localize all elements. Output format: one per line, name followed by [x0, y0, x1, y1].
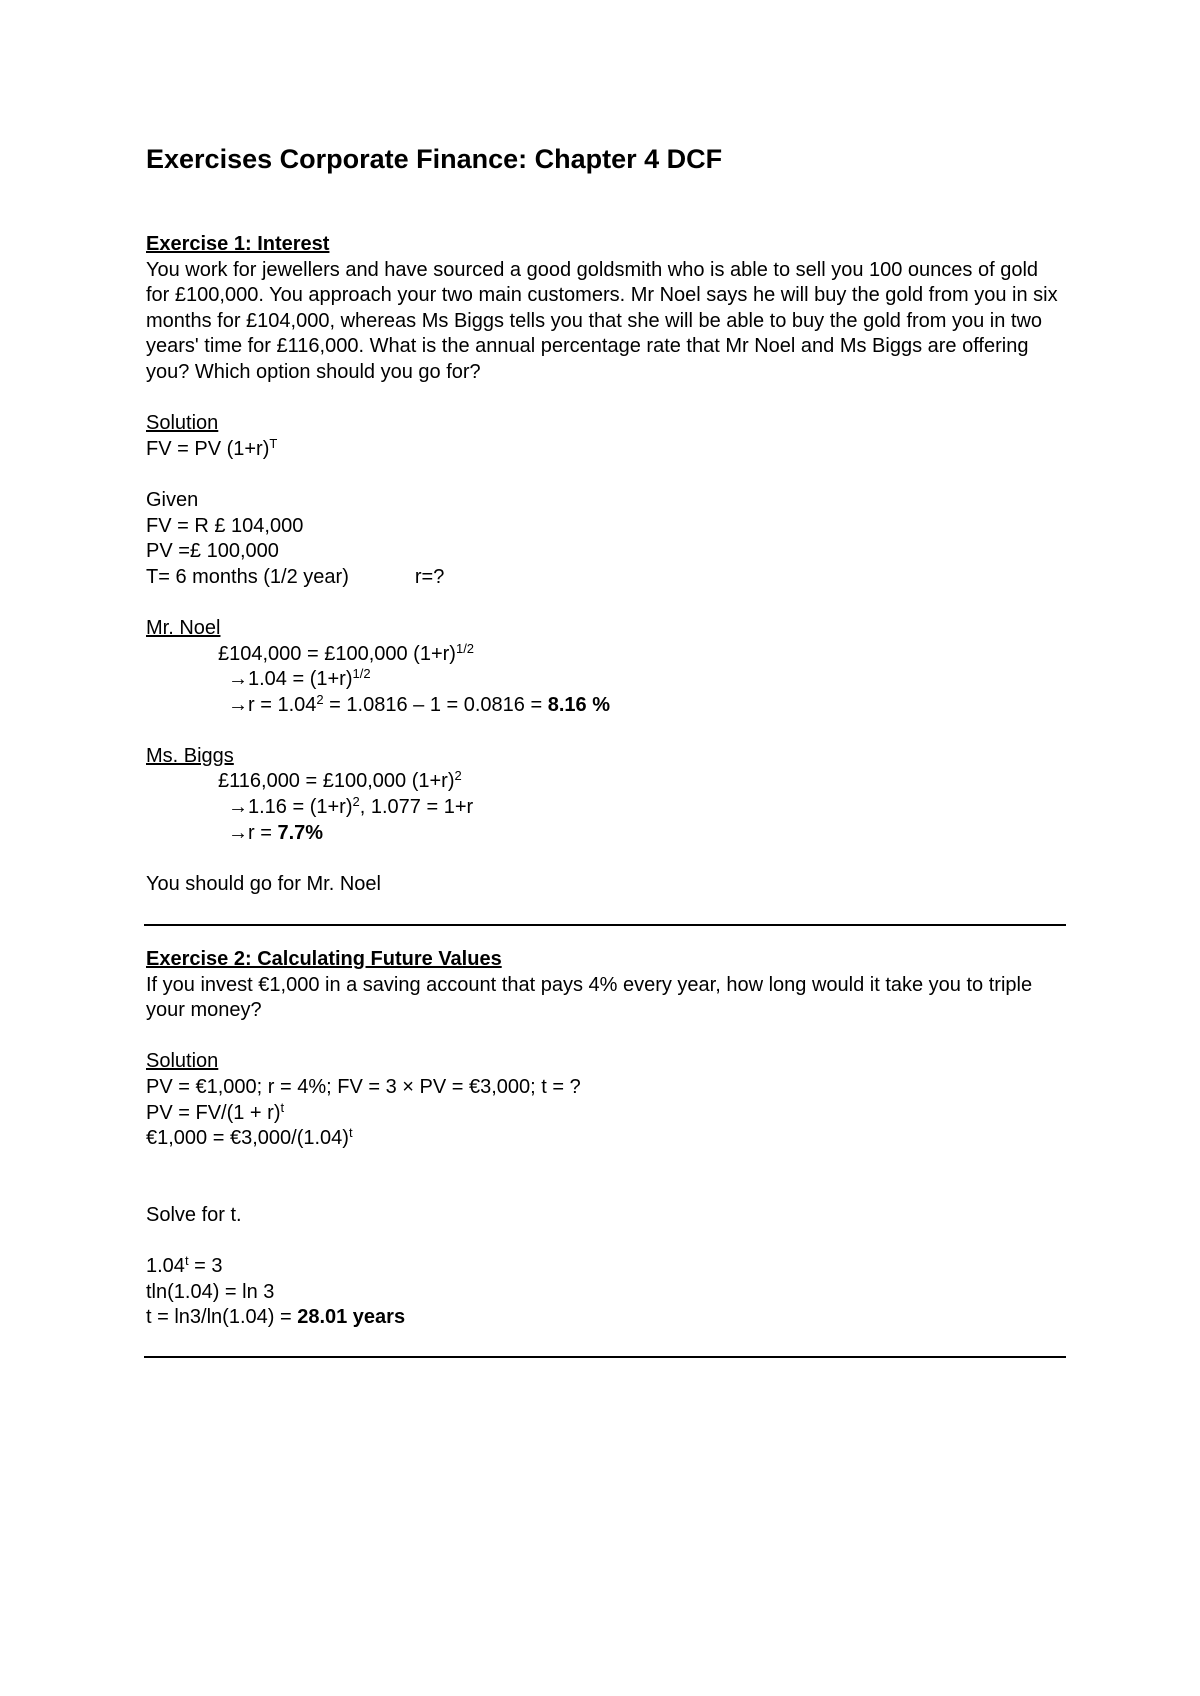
exercise-2-heading: Exercise 2: Calculating Future Values: [146, 948, 502, 970]
biggs-equation-1: £116,000 = £100,000 $(1+r)^2$: [218, 768, 462, 793]
noel-result: 8.16 %: [547, 693, 610, 716]
noel-equation-3: $\to r = 1.04^2 = 1.0816 - 1 = 0.0816 = 8.16$ %: [228, 691, 610, 716]
exercise-2-step-3: t = ln3/ln(1.04) = 28.01 years: [146, 1306, 406, 1329]
biggs-result: 7.7%: [277, 821, 324, 844]
biggs-equation-2: $\to 1.16 = (1+r)^2$, 1.077 = 1+r: [228, 794, 474, 819]
given-pv: PV =£ 100,000: [146, 540, 279, 563]
exercise-1-heading: Exercise 1: Interest: [146, 233, 330, 255]
exercise-1-solution-label: Solution: [146, 412, 219, 435]
noel-equation-1: £104,000 = £100,000 $(1+r)^{1/2}$: [218, 640, 475, 665]
exercise-2-solution-label: Solution: [146, 1050, 219, 1073]
exercise-2-problem: If you invest €1,000 in a saving account that pays 4% every year, how long would it take you to triple your money?: [146, 973, 1033, 1022]
biggs-equation-3: →r = 7.7%: [228, 821, 324, 844]
exercise-2-step-2: tln(1.04) = ln 3: [146, 1280, 275, 1303]
exercise-1-formula: FV = PV $(1+r)^T$: [146, 435, 278, 460]
given-t: T= 6 months (1/2 year) r=?: [146, 565, 445, 588]
exercise-2-line-1: PV = €1,000; r = 4%; FV = 3 × PV = €3,000; t = ?: [146, 1075, 581, 1098]
page-title: Exercises Corporate Finance: Chapter 4 DCF: [146, 144, 723, 174]
solve-for-t: Solve for t.: [146, 1203, 242, 1226]
exercise-2-line-2: PV = $FV/(1 + r)^t$: [146, 1099, 285, 1124]
given-label: Given: [146, 488, 199, 511]
noel-equation-2: $\to 1.04 = (1+r)^{1/2}$: [228, 666, 371, 691]
exercise-1-conclusion: You should go for Mr. Noel: [146, 872, 381, 895]
exercise-2: [146, 947, 1066, 1331]
given-fv: FV = R £ 104,000: [146, 514, 304, 537]
noel-label: Mr. Noel: [146, 616, 221, 639]
exercise-2-step-1: $1.04^t = 3$: [146, 1253, 223, 1278]
exercise-2-line-3: €1,000 = $€3,000/(1.04)^t$: [146, 1125, 353, 1150]
exercise-1-problem: You work for jewellers and have sourced a good goldsmith who is able to sell you 100 ounces of gold for £100,000. You approach your two main customers. Mr Noel says he will buy the gold from you in six months for £104,000, whereas Ms Biggs tells you that she will be able to buy the gold from you in two years' time for £116,000. What is the annual percentage rate that Mr Noel and Ms Biggs are offering you? Which option should you go for?: [146, 258, 1058, 383]
exercise-2-result: 28.01 years: [297, 1306, 406, 1329]
divider-1: [144, 924, 1066, 926]
exercise-1: [146, 232, 1066, 897]
divider-2: [144, 1356, 1066, 1358]
biggs-label: Ms. Biggs: [146, 744, 234, 767]
